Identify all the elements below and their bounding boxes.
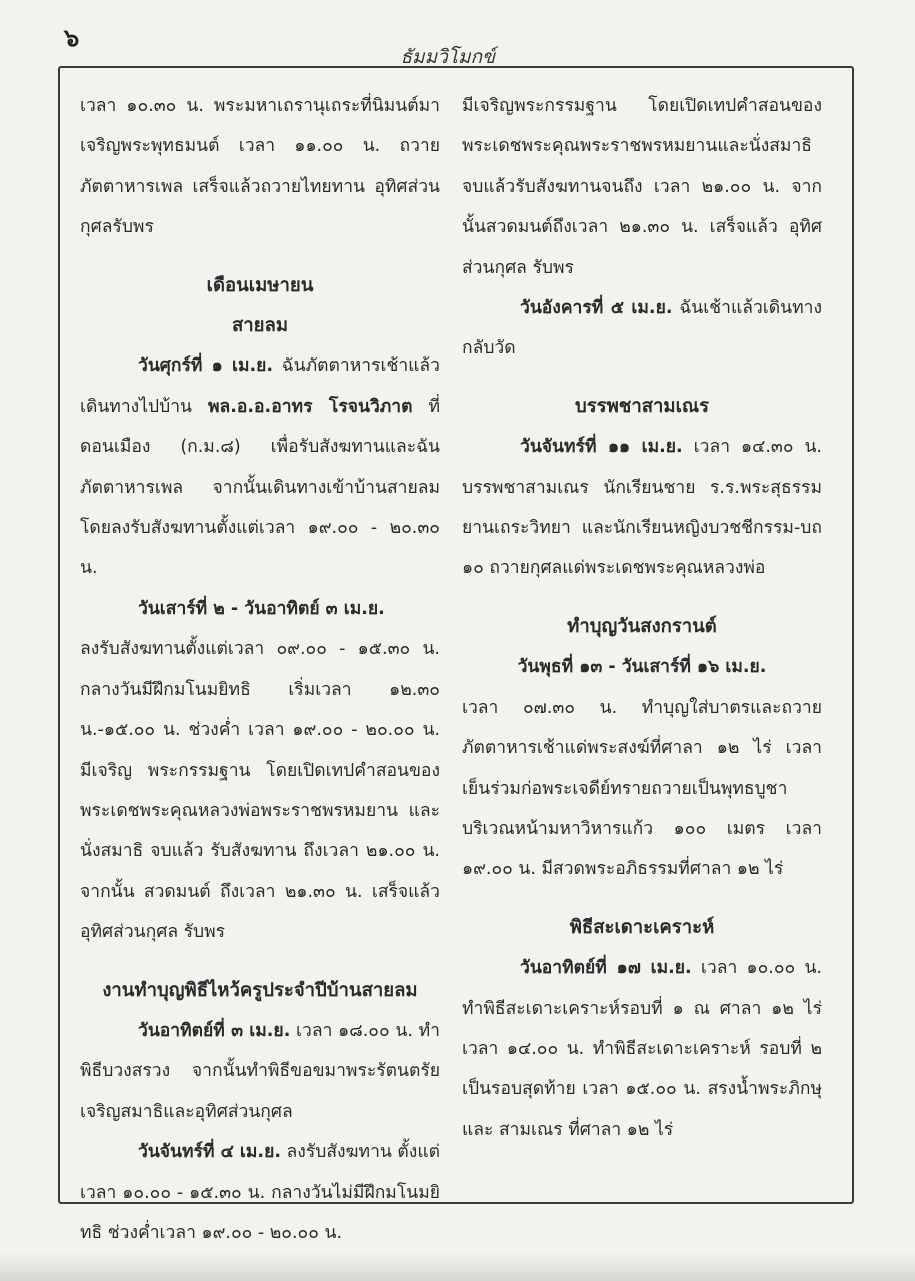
entry-date: วันเสาร์ที่ ๒ - วันอาทิตย์ ๓ เม.ย. [138,598,385,619]
entry-text: ฉันภัตตาหารเช้าแล้วเดินทางไปบ้าน [80,356,440,417]
page-number: ๖ [64,24,80,52]
schedule-entry-date-line [80,589,440,629]
ceremony-heading: งานทำบุญพิธีไหว้ครูประจำปีบ้านสายลม [102,979,418,1001]
page-bottom-shadow [0,1253,915,1281]
entry-text: ลงรับสังฆทาน ตั้งแต่เวลา ๑๐.๐๐ - ๑๕.๓๐ น. กลางวันไม่มีฝึกมโนมยิทธิ ช่วงค่ำเวลา ๑๙.๐๐ - ๒๐.๐๐ น. [80,1142,440,1243]
schedule-entry [80,1132,440,1253]
entry-date: วันอาทิตย์ที่ ๓ เม.ย. [138,1020,291,1041]
schedule-entry [462,948,822,1150]
schedule-entry [80,1011,440,1132]
songkran-heading: ทำบุญวันสงกรานต์ [567,615,717,637]
entry-date: วันอังคารที่ ๕ เม.ย. [520,298,673,319]
month-heading: เดือนเมษายน [206,274,314,296]
right-column [462,86,822,1186]
ritual-heading: พิธีสะเดาะเคราะห์ [569,916,715,938]
schedule-entry: เวลา ๐๗.๓๐ น. ทำบุญใส่บาตรและถวายภัตตาหารเช้าแด่พระสงฆ์ที่ศาลา ๑๒ ไร่ เวลาเย็นร่วมก่อพระเจดีย์ทรายถวายเป็นพุทธบูชา บริเวณหน้ามหาวิหารแก้ว ๑๐๐ เมตร เวลา ๑๙.๐๐ น. มีสวดพระอภิธรรมที่ศาลา ๑๒ ไร่ [462,697,822,880]
place-heading: สายลม [231,315,289,337]
running-header: ธัมมวิโมกข์ [400,46,495,68]
paragraph: มีเจริญพระกรรมฐาน โดยเปิดเทปคำสอนของพระเดชพระคุณพระราชพรหมยานและนั่งสมาธิ จบแล้วรับสังฆทานจนถึง เวลา ๒๑.๐๐ น. จากนั้นสวดมนต์ถึงเวลา ๒๑.๓๐ น. เสร็จแล้ว อุทิศส่วนกุศล รับพร [462,96,822,278]
schedule-entry [462,427,822,589]
schedule-entry-date-line [462,647,822,687]
entry-text: เวลา ๑๔.๓๐ น. บรรพชาสามเณร นักเรียนชาย ร.ร.พระสุธรรมยานเถระวิทยา และนักเรียนหญิงบวชชีกรรม-บถ ๑๐ ถวายกุศลแด่พระเดชพระคุณหลวงพ่อ [462,437,822,579]
schedule-entry [80,346,440,588]
entry-text: ที่ดอนเมือง (ก.ม.๘) เพื่อรับสังฆทานและฉันภัตตาหารเพล จากนั้นเดินทางเข้าบ้านสายลม โดยลงรับสังฆทานตั้งแต่เวลา ๑๙.๐๐ - ๒๐.๓๐ น. [80,396,440,579]
schedule-entry [462,288,822,369]
schedule-entry: ลงรับสังฆทานตั้งแต่เวลา ๐๙.๐๐ - ๑๕.๓๐ น. กลางวันมีฝึกมโนมยิทธิ เริ่มเวลา ๑๒.๓๐ น.-๑๕.๐๐ น. ช่วงค่ำ เวลา ๑๙.๐๐ - ๒๐.๐๐ น. มีเจริญ พระกรรมฐาน โดยเปิดเทปคำสอนของพระเดชพระคุณหลวงพ่อพระราชพรหมยาน และนั่งสมาธิ จบแล้ว รับสังฆทาน ถึงเวลา ๒๑.๐๐ น. จากนั้น สวดมนต์ ถึงเวลา ๒๑.๓๐ น. เสร็จแล้วอุทิศส่วนกุศล รับพร [80,639,440,943]
entry-date: วันจันทร์ที่ ๔ เม.ย. [138,1142,281,1163]
host-name: พล.อ.อ.อาทร โรจนวิภาต [207,396,413,417]
entry-date: วันศุกร์ที่ ๑ เม.ย. [138,356,274,377]
entry-text: เวลา ๑๐.๐๐ น. ทำพิธีสะเดาะเคราะห์รอบที่ ๑ ณ ศาลา ๑๒ ไร่ เวลา ๑๔.๐๐ น. ทำพิธีสะเดาะเคราะห์ รอบที่ ๒ เป็นรอบสุดท้าย เวลา ๑๕.๐๐ น. สรงน้ำพระภิกษุ และ สามเณร ที่ศาลา ๑๒ ไร่ [462,958,822,1140]
entry-text: ฉันเช้าแล้วเดินทางกลับวัด [462,298,822,359]
paragraph: เวลา ๑๐.๓๐ น. พระมหาเถรานุเถระที่นิมนต์มาเจริญพระพุทธมนต์ เวลา ๑๑.๐๐ น. ถวายภัตตาหารเพล เสร็จแล้วถวายไทยทาน อุทิศส่วนกุศลรับพร [80,96,440,238]
ordination-heading: บรรพชาสามเณร [574,395,710,417]
entry-text: เวลา ๑๘.๐๐ น. ทำพิธีบวงสรวง จากนั้นทำพิธีขอขมาพระรัตนตรัย เจริญสมาธิและอุทิศส่วนกุศล [80,1020,440,1122]
left-column [80,86,440,1243]
entry-date: วันอาทิตย์ที่ ๑๗ เม.ย. [520,958,692,979]
entry-date: วันพุธที่ ๑๓ - วันเสาร์ที่ ๑๖ เม.ย. [517,657,767,678]
entry-date: วันจันทร์ที่ ๑๑ เม.ย. [520,437,683,458]
